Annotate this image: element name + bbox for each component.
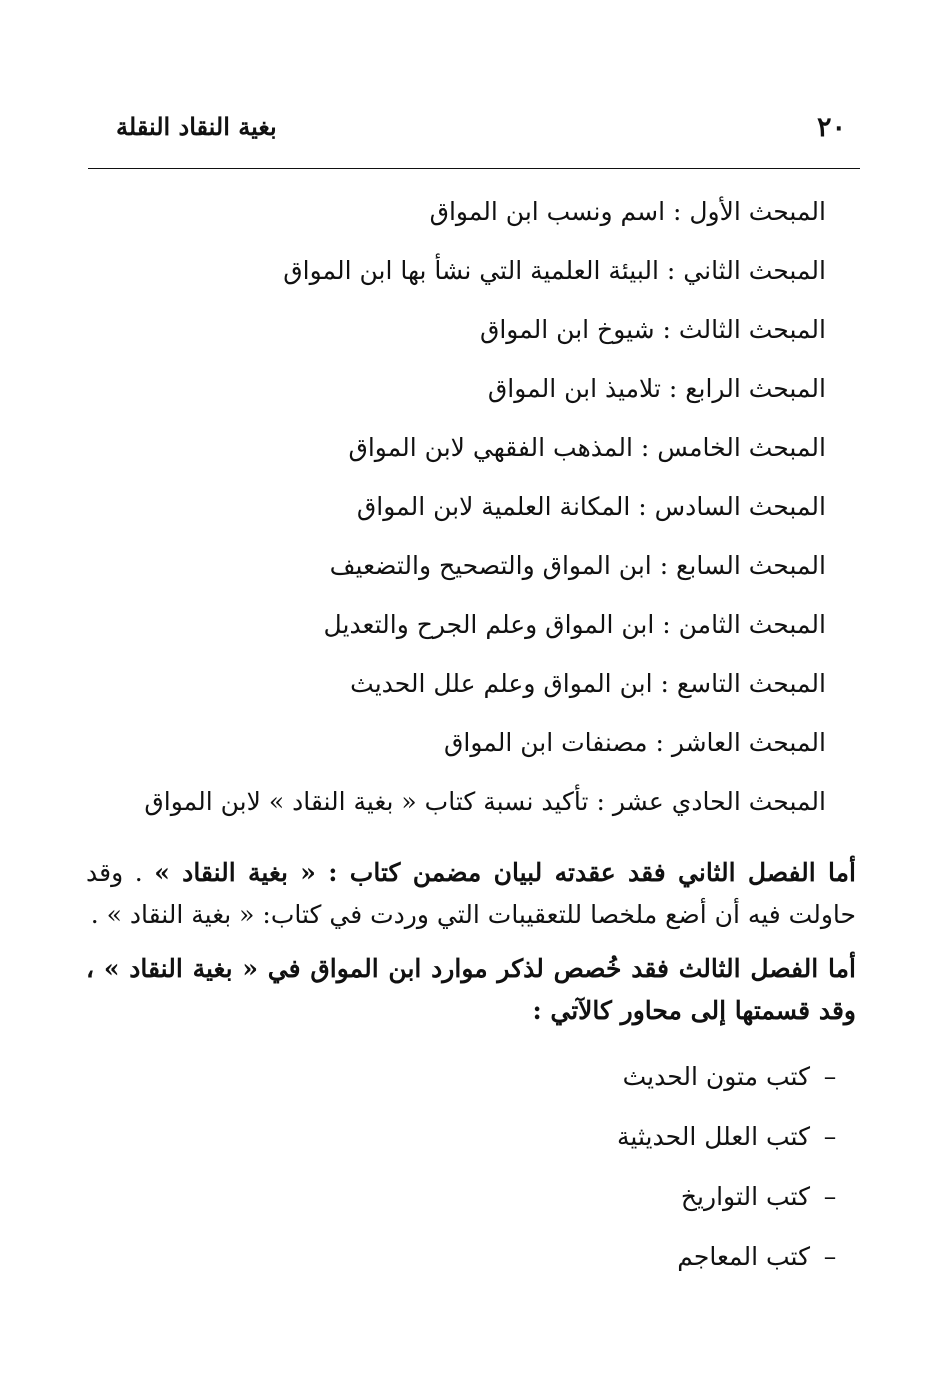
section-item: المبحث العاشر : مصنفات ابن المواق [443,728,826,757]
running-title: بغية النقاد النقلة [116,112,277,141]
page-number: ٢٠ [816,112,846,143]
source-item [350,1237,850,1297]
section-item: المبحث الرابع : تلاميذ ابن المواق [487,374,826,403]
dash-bullet: – [823,1122,837,1151]
source-item [350,1057,850,1117]
section-item: المبحث الخامس : المذهب الفقهي لابن المواق [348,433,826,462]
section-item: المبحث السادس : المكانة العلمية لابن المواق [356,492,826,521]
source-label: كتب المعاجم [677,1242,810,1271]
source-item [350,1177,850,1237]
chapter-three-paragraph: أما الفصل الثالث فقد خُصص لذكر موارد ابن المواق في « بغية النقاد » ، وقد قسمتها إلى محاور كالآتي : [86,954,856,1025]
section-item: المبحث الأول : اسم ونسب ابن المواق [429,197,826,226]
source-label: كتب التواريخ [680,1182,810,1211]
section-item: المبحث الثامن : ابن المواق وعلم الجرح والتعديل [323,610,826,639]
section-item: المبحث الحادي عشر : تأكيد نسبة كتاب « بغية النقاد » لابن المواق [144,787,826,816]
section-item: المبحث السابع : ابن المواق والتصحيح والتضعيف [329,551,826,580]
section-item: المبحث الثالث : شيوخ ابن المواق [479,315,826,344]
page-header [88,108,860,152]
chapter-two-rest: . وقد حاولت فيه أن أضع ملخصا للتعقيبات التي وردت في كتاب: « بغية النقاد » . [86,858,856,929]
sources-list [350,1057,850,1297]
source-label: كتب متون الحديث [622,1062,810,1091]
section-item: المبحث التاسع : ابن المواق وعلم علل الحديث [350,669,826,698]
source-label: كتب العلل الحديثية [617,1122,810,1151]
chapter-two-lead: أما الفصل الثاني فقد عقدته لبيان مضمن كتاب : « بغية النقاد » [154,858,856,887]
chapter-two-paragraph [86,852,856,936]
dash-bullet: – [823,1182,837,1211]
dash-bullet: – [823,1062,837,1091]
sections-list [106,192,826,841]
header-rule [88,168,860,169]
dash-bullet: – [823,1242,837,1271]
source-item [350,1117,850,1177]
section-item: المبحث الثاني : البيئة العلمية التي نشأ بها ابن المواق [283,256,826,285]
